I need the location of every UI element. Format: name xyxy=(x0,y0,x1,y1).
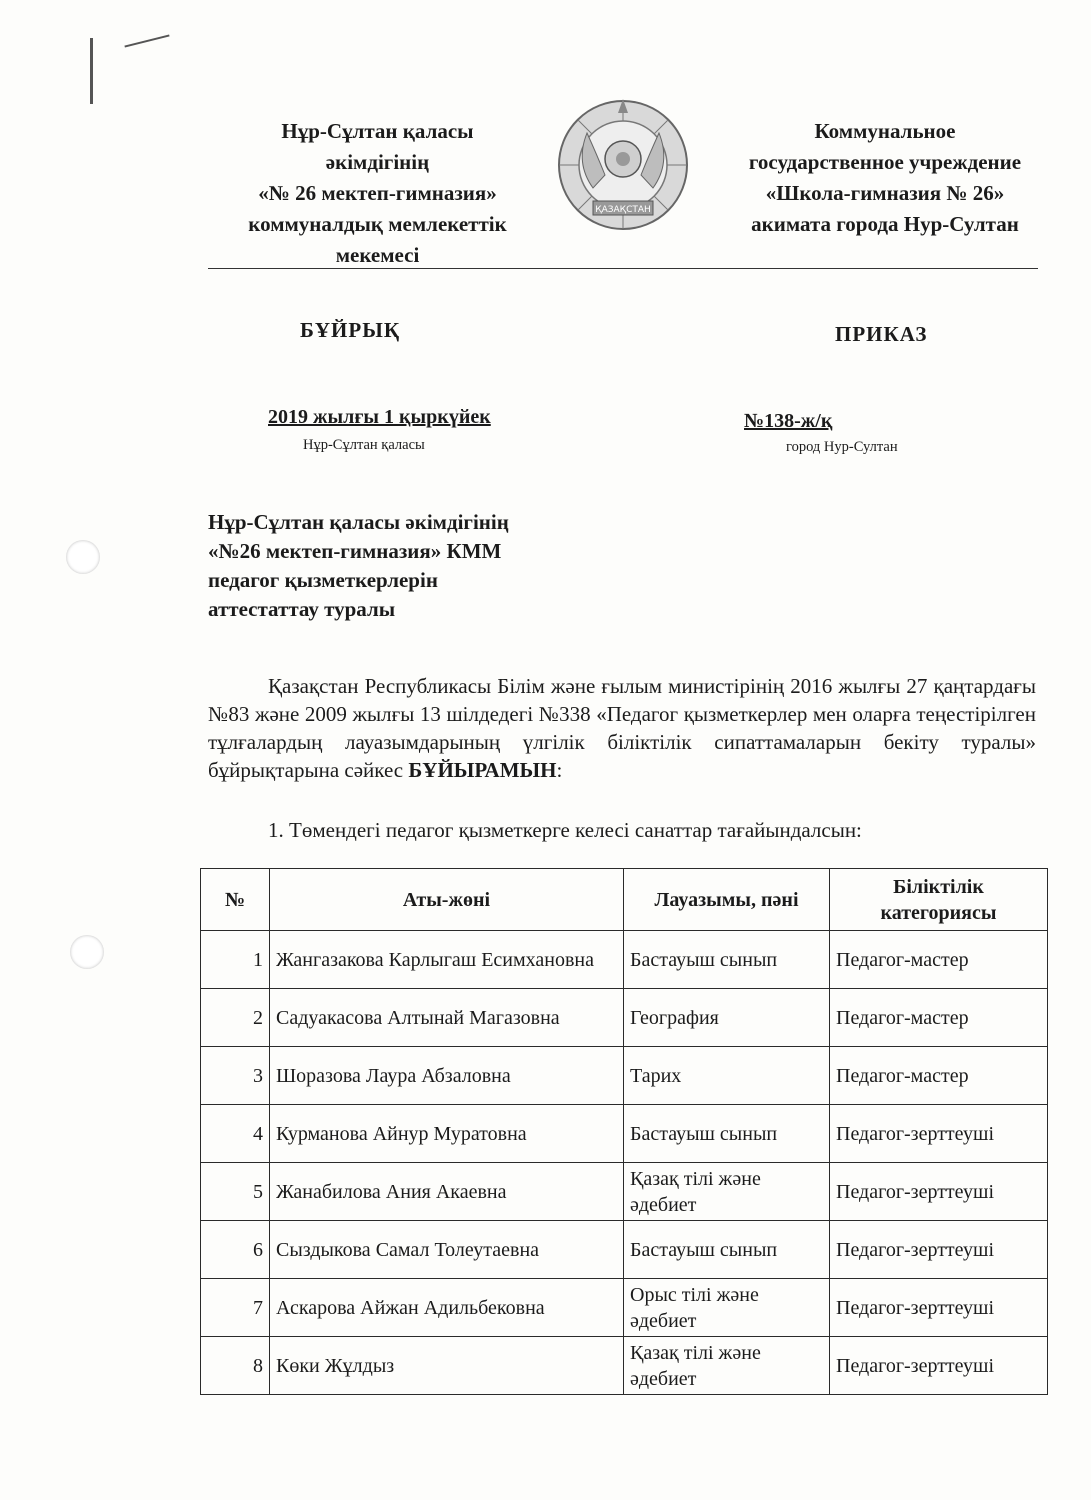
header-ru-line: акимата города Нур-Султан xyxy=(751,212,1019,236)
row-category: Педагог-мастер xyxy=(830,1047,1048,1105)
row-category: Педагог-мастер xyxy=(830,989,1048,1047)
table-row xyxy=(201,1337,1048,1395)
table-row xyxy=(201,1047,1048,1105)
emblem-text: ҚАЗАҚСТАН xyxy=(595,205,651,215)
header-ru-line: государственное учреждение xyxy=(748,150,1022,174)
table-row xyxy=(201,1105,1048,1163)
header-kz-line: Нұр-Сұлтан қаласы xyxy=(281,119,474,143)
scan-mark xyxy=(90,38,93,104)
table-row xyxy=(201,1221,1048,1279)
row-position: География xyxy=(624,989,830,1047)
subject-line: педагог қызметкерлерін xyxy=(208,568,438,592)
punch-hole xyxy=(70,935,104,969)
row-position: Бастауыш сынып xyxy=(624,931,830,989)
row-category: Педагог-зерттеуші xyxy=(830,1337,1048,1395)
row-name: Шоразова Лаура Абзаловна xyxy=(270,1047,624,1105)
order-tail: : xyxy=(556,758,563,782)
row-number: 1 xyxy=(201,931,270,989)
header-kz-line: әкімдігінің xyxy=(325,150,430,174)
order-subject xyxy=(208,508,628,624)
city-ru: город Нур-Султан xyxy=(786,439,898,455)
col-header-name: Аты-жөні xyxy=(270,869,624,931)
row-category: Педагог-мастер xyxy=(830,931,1048,989)
row-name: Курманова Айнур Муратовна xyxy=(270,1105,624,1163)
city-kz: Нұр-Сұлтан қаласы xyxy=(303,437,425,453)
scan-mark xyxy=(124,34,169,47)
row-position: Бастауыш сынып xyxy=(624,1221,830,1279)
preamble-text: Қазақстан Республикасы Білім және ғылым министірінің 2016 жылғы 27 қаңтардағы №83 және 2009 жылғы 13 шілдедегі №338 «Педагог қызметкерлер мен оларға теңестірілген тұлғалардың лауазымдарының үлгілік біліктілік сипаттамаларын бекіту туралы» бұйрықтарына сәйкес xyxy=(208,674,1036,782)
row-number: 5 xyxy=(201,1163,270,1221)
row-position: Қазақ тілі және әдебиет xyxy=(624,1337,830,1395)
row-name: Сыздыкова Самал Толеутаевна xyxy=(270,1221,624,1279)
table-row xyxy=(201,1163,1048,1221)
row-number: 6 xyxy=(201,1221,270,1279)
row-number: 8 xyxy=(201,1337,270,1395)
table-row xyxy=(201,1279,1048,1337)
row-category: Педагог-зерттеуші xyxy=(830,1163,1048,1221)
col-header-number: № xyxy=(201,869,270,931)
header-kz-line: коммуналдық мемлекеттік xyxy=(248,212,507,236)
header-ru-line: «Школа-гимназия № 26» xyxy=(765,181,1005,205)
doc-title-kz: БҰЙРЫҚ xyxy=(300,318,401,342)
doc-title-ru: ПРИКАЗ xyxy=(835,322,928,346)
header-kz-line: мекемесі xyxy=(335,243,420,267)
row-name: Аскарова Айжан Адильбековна xyxy=(270,1279,624,1337)
header-russian xyxy=(720,116,1050,240)
header-ru-line: Коммунальное xyxy=(814,119,956,143)
table-header-row xyxy=(201,869,1048,931)
row-position: Орыс тілі және әдебиет xyxy=(624,1279,830,1337)
row-name: Жанабилова Ания Акаевна xyxy=(270,1163,624,1221)
row-category: Педагог-зерттеуші xyxy=(830,1221,1048,1279)
row-number: 7 xyxy=(201,1279,270,1337)
row-category: Педагог-зерттеуші xyxy=(830,1279,1048,1337)
subject-line: «№26 мектеп-гимназия» КММ xyxy=(208,539,502,563)
order-word: БҰЙЫРАМЫН xyxy=(408,758,557,782)
point-1: 1. Төмендегі педагог қызметкерге келесі санаттар тағайындалсын: xyxy=(268,818,862,842)
row-position: Бастауыш сынып xyxy=(624,1105,830,1163)
row-name: Көки Жұлдыз xyxy=(270,1337,624,1395)
punch-hole xyxy=(66,540,100,574)
header-kz-line: «№ 26 мектеп-гимназия» xyxy=(258,181,497,205)
row-position: Тарих xyxy=(624,1047,830,1105)
subject-line: Нұр-Сұлтан қаласы әкімдігінің xyxy=(208,510,509,534)
row-name: Садуакасова Алтынай Магазовна xyxy=(270,989,624,1047)
table-row xyxy=(201,931,1048,989)
order-number: №138-ж/қ xyxy=(744,410,833,432)
row-position: Қазақ тілі және әдебиет xyxy=(624,1163,830,1221)
subject-line: аттестаттау туралы xyxy=(208,597,396,621)
row-category: Педагог-зерттеуші xyxy=(830,1105,1048,1163)
order-date: 2019 жылғы 1 қыркүйек xyxy=(268,406,491,428)
row-number: 3 xyxy=(201,1047,270,1105)
col-header-position: Лауазымы, пәні xyxy=(624,869,830,931)
col-header-category: Біліктілік категориясы xyxy=(830,869,1048,931)
state-emblem-icon xyxy=(553,93,693,243)
header-kazakh xyxy=(205,116,550,271)
staff-table xyxy=(200,868,1048,1395)
row-number: 2 xyxy=(201,989,270,1047)
row-name: Жангазакова Карлыгаш Есимхановна xyxy=(270,931,624,989)
preamble-paragraph xyxy=(208,672,1036,784)
header-divider xyxy=(208,268,1038,269)
table-row xyxy=(201,989,1048,1047)
row-number: 4 xyxy=(201,1105,270,1163)
